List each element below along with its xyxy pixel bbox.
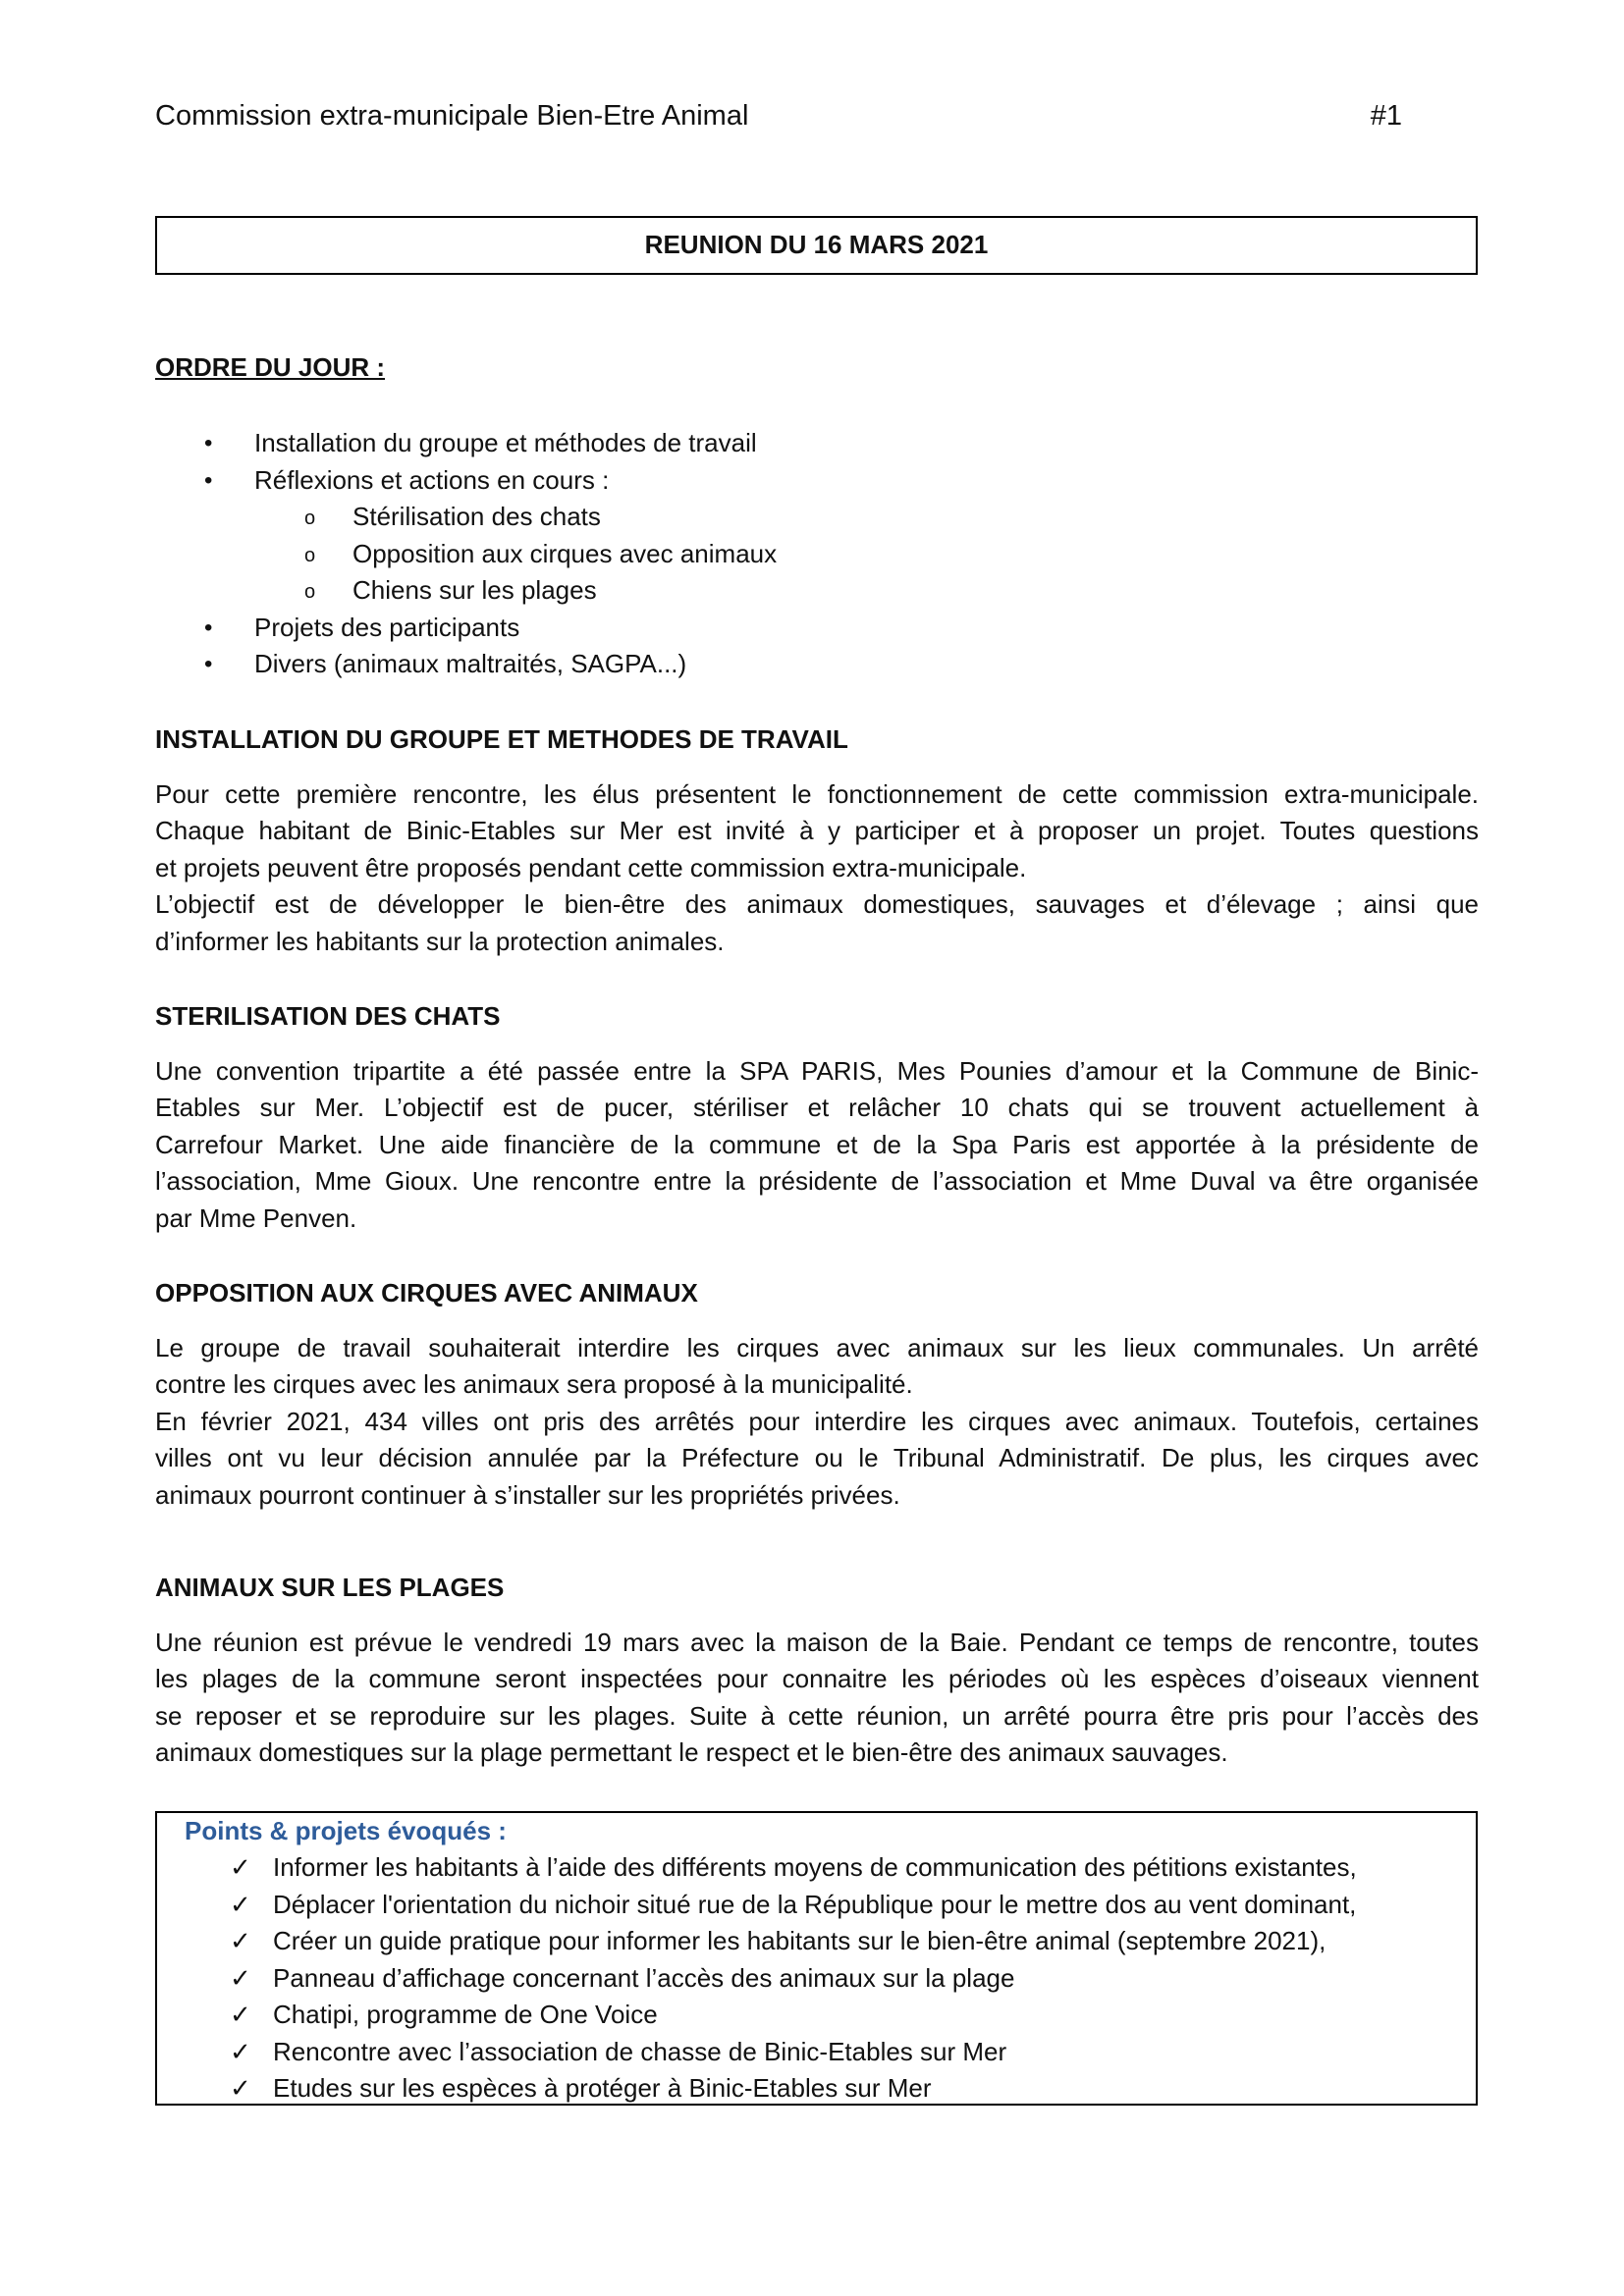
agenda-heading: ORDRE DU JOUR : [155, 352, 386, 382]
checkmark-icon: ✓ [230, 1852, 251, 1882]
paragraph-line: Chaque habitant de Binic-Etables sur Mer est invité à y participer et à proposer un projet. Toutes questions [155, 816, 1479, 845]
checkmark-icon: ✓ [230, 1926, 251, 1955]
section-cirques [155, 1275, 1479, 1514]
agenda-subitem: o Chiens sur les plages [155, 572, 777, 610]
paragraph-line: contre les cirques avec les animaux sera proposé à la municipalité. [155, 1369, 913, 1399]
points-item [171, 1849, 1462, 1887]
paragraph-line: d’informer les habitants sur la protection animales. [155, 926, 725, 956]
paragraph-line: animaux domestiques sur la plage permettant le respect et le bien-être des animaux sauvages. [155, 1737, 1228, 1767]
agenda-item: • Divers (animaux maltraités, SAGPA...) [155, 646, 777, 683]
checkmark-icon: ✓ [230, 1889, 251, 1919]
points-item-text: Créer un guide pratique pour informer les habitants sur le bien-être animal (septembre 2021), [273, 1926, 1326, 1955]
page-header [155, 98, 1402, 135]
header-title: Commission extra-municipale Bien-Etre Animal [155, 100, 749, 132]
section-body [155, 1330, 1479, 1515]
page-number: #1 [1370, 100, 1402, 132]
section-body [155, 1053, 1479, 1238]
section-title: STERILISATION DES CHATS [155, 1001, 501, 1031]
section-sterilisation [155, 998, 1479, 1237]
points-item [171, 1997, 1462, 2034]
agenda-item: • Réflexions et actions en cours : [155, 462, 777, 500]
section-plages [155, 1570, 1479, 1772]
checkmark-icon: ✓ [230, 1962, 251, 1993]
points-item-text: Informer les habitants à l’aide des différents moyens de communication des pétitions existantes, [273, 1852, 1357, 1882]
points-item [171, 1923, 1462, 1960]
points-item-text: Panneau d’affichage concernant l’accès des animaux sur la plage [273, 1962, 1015, 1993]
paragraph-line: En février 2021, 434 villes ont pris des arrêtés pour interdire les cirques avec animaux. Toutefois, certaines [155, 1406, 1479, 1436]
paragraph-line: Carrefour Market. Une aide financière de la commune et de la Spa Paris est apportée à la présidente de [155, 1129, 1479, 1159]
points-item-text: Etudes sur les espèces à protéger à Binic-Etables sur Mer [273, 2073, 932, 2103]
paragraph-line: villes ont vu leur décision annulée par la Préfecture ou le Tribunal Administratif. De plus, les cirques avec [155, 1443, 1479, 1472]
section-title: ANIMAUX SUR LES PLAGES [155, 1573, 505, 1602]
agenda-subitem: o Opposition aux cirques avec animaux [155, 536, 777, 573]
agenda-item: • Projets des participants [155, 610, 777, 647]
paragraph-line: Une convention tripartite a été passée entre la SPA PARIS, Mes Pounies d’amour et la Commune de Binic- [155, 1055, 1479, 1086]
section-title: OPPOSITION AUX CIRQUES AVEC ANIMAUX [155, 1278, 698, 1308]
paragraph-line: Une réunion est prévue le vendredi 19 mars avec la maison de la Baie. Pendant ce temps de rencontre, toutes [155, 1627, 1479, 1657]
points-item [171, 2034, 1462, 2071]
section-body [155, 1625, 1479, 1772]
points-projects-box [155, 1811, 1478, 2106]
paragraph-line: Pour cette première rencontre, les élus présentent le fonctionnement de cette commission extra-municipale. [155, 778, 1479, 809]
paragraph-line: Le groupe de travail souhaiterait interdire les cirques avec animaux sur les lieux communales. Un arrêté [155, 1332, 1479, 1362]
section-title: INSTALLATION DU GROUPE ET METHODES DE TRAVAIL [155, 724, 848, 754]
points-heading: Points & projets évoqués : [185, 1816, 507, 1845]
agenda-subitem: o Stérilisation des chats [155, 499, 777, 536]
section-installation [155, 721, 1479, 960]
agenda-item: • Installation du groupe et méthodes de travail [155, 425, 777, 462]
paragraph-line: L’objectif est de développer le bien-être des animaux domestiques, sauvages et d’élevage ; ainsi que [155, 889, 1479, 919]
checkmark-icon: ✓ [230, 2073, 251, 2103]
points-list [171, 1849, 1462, 2108]
checkmark-icon: ✓ [230, 2000, 251, 2029]
paragraph-line: se reposer et se reproduire sur les plages. Suite à cette réunion, un arrêté pourra être pris pour l’accès des [155, 1700, 1479, 1731]
paragraph-line: l’association, Mme Gioux. Une rencontre entre la présidente de l’association et Mme Duval va être organisée [155, 1166, 1479, 1196]
section-body [155, 776, 1479, 961]
points-item-text: Déplacer l'orientation du nichoir situé rue de la République pour le mettre dos au vent dominant, [273, 1889, 1357, 1919]
paragraph-line: animaux pourront continuer à s’installer sur les propriétés privées. [155, 1479, 900, 1510]
paragraph-line: et projets peuvent être proposés pendant cette commission extra-municipale. [155, 852, 1027, 882]
points-item [171, 1887, 1462, 1924]
paragraph-line: par Mme Penven. [155, 1202, 357, 1233]
points-item-text: Chatipi, programme de One Voice [273, 2000, 658, 2029]
points-item [171, 2070, 1462, 2108]
agenda-list [155, 425, 777, 683]
paragraph-line: Etables sur Mer. L’objectif est de pucer, stériliser et relâcher 10 chats qui se trouvent actuellement à [155, 1093, 1479, 1122]
points-item-text: Rencontre avec l’association de chasse de Binic-Etables sur Mer [273, 2036, 1007, 2066]
meeting-title: REUNION DU 16 MARS 2021 [644, 230, 989, 260]
checkmark-icon: ✓ [230, 2036, 251, 2066]
paragraph-line: les plages de la commune seront inspectées pour connaitre les périodes où les espèces d’oiseaux viennent [155, 1664, 1479, 1693]
points-item [171, 1960, 1462, 1998]
meeting-title-box [155, 216, 1478, 275]
